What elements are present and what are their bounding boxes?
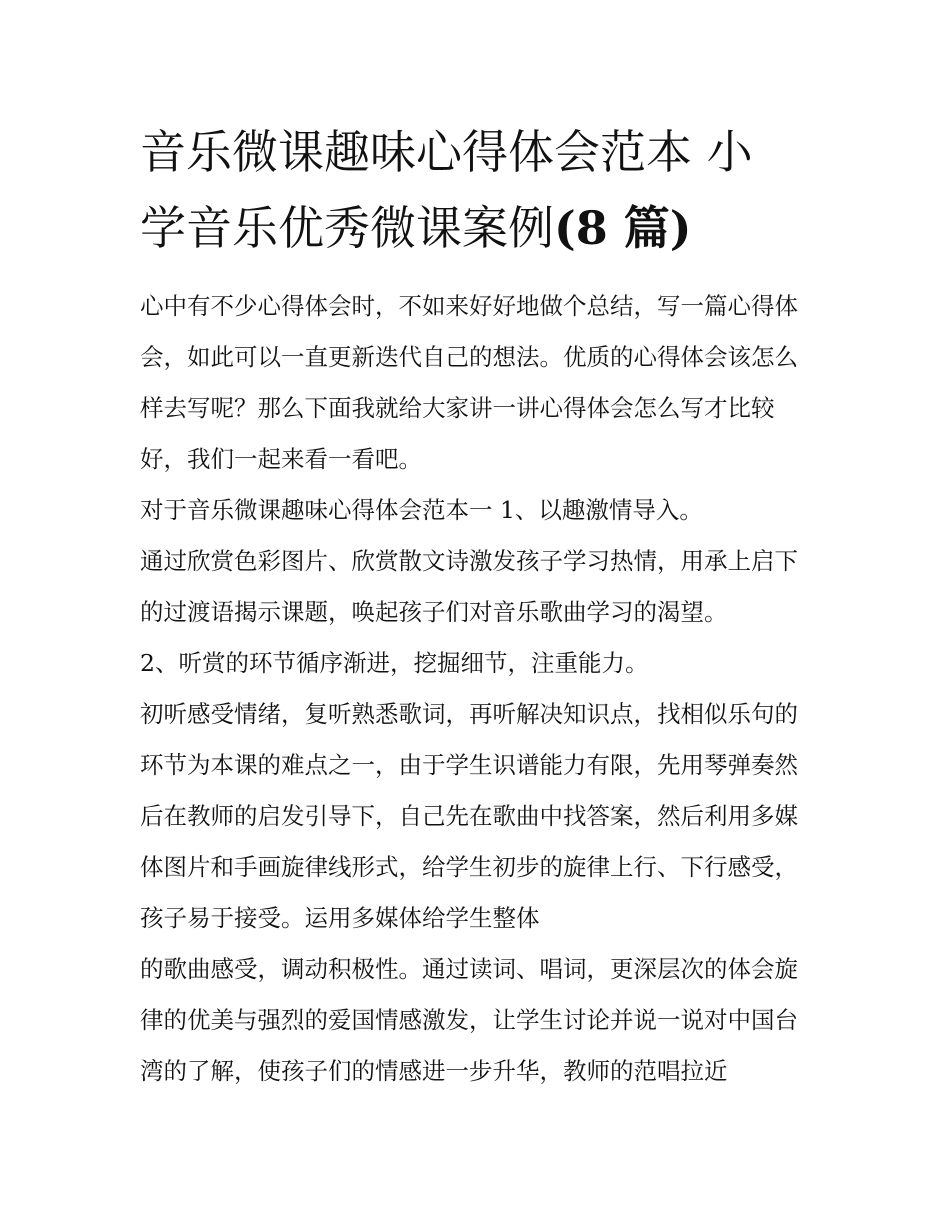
paragraph-section-2-text: 初听感受情绪，复听熟悉歌词，再听解决知识点，找相似乐句的环节为本课的难点之一，由于学生识谱能力有限，先用琴弹奏然后在教师的启发引导下，自己先在歌曲中找答案，然后利用多媒体图片和手画旋律线形式，给学生初步的旋律上行、下行感受，孩子易于接受。运用多媒体给学生整体 (140, 700, 798, 932)
paragraph-section-2-heading: 2、听赏的环节循序渐进，挖掘细节，注重能力。 (140, 649, 649, 677)
title-line-1: 音乐微课趣味心得体会范本 小 (140, 125, 753, 179)
document-title (140, 114, 830, 266)
paragraph-intro: 心中有不少心得体会时，不如来好好地做个总结，写一篇心得体会，如此可以一直更新迭代自己的想法。优质的心得体会该怎么样去写呢？那么下面我就给大家讲一讲心得体会怎么写才比较好，我们一起来看一看吧。 (140, 292, 798, 473)
paragraph-section-1-heading: 对于音乐微课趣味心得体会范本一 1、以趣激情导入。 (140, 496, 703, 524)
title-line-2: 学音乐优秀微课案例 (140, 201, 554, 255)
title-count: (8 篇) (554, 201, 692, 255)
document-body (140, 281, 816, 1097)
paragraph-section-2-continued: 的歌曲感受，调动积极性。通过读词、唱词，更深层次的体会旋律的优美与强烈的爱国情感激发，让学生讨论并说一说对中国台湾的了解，使孩子们的情感进一步升华，教师的范唱拉近 (140, 955, 798, 1085)
paragraph-section-1-text: 通过欣赏色彩图片、欣赏散文诗激发孩子学习热情，用承上启下的过渡语揭示课题，唤起孩子们对音乐歌曲学习的渴望。 (140, 547, 798, 626)
